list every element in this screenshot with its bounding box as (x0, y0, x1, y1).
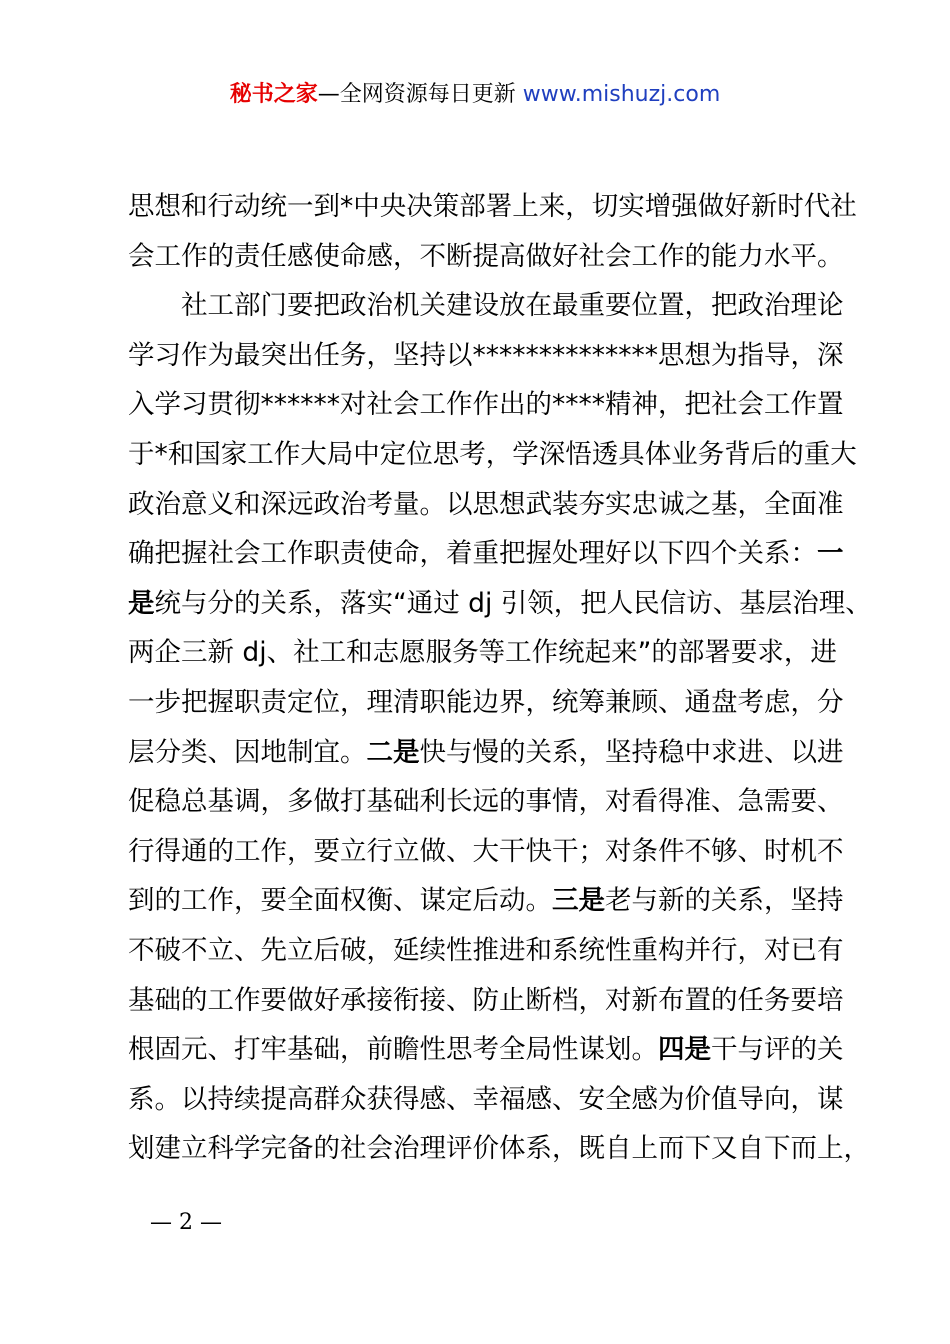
text-run: 统与分的关系，落实“通过 dj 引领，把人民信访、基层治理、 (154, 587, 872, 619)
text-line (128, 728, 844, 778)
bold-marker: 二是 (366, 736, 420, 768)
text-line: 不破不立、先立后破，延续性推进和系统性重构并行，对已有 (128, 934, 844, 966)
text-line (128, 579, 872, 629)
text-run: 根固元、打牢基础，前瞻性思考全局性谋划。 (128, 1034, 658, 1066)
text-line: 基础的工作要做好承接衔接、防止断档，对新布置的任务要培 (128, 984, 844, 1016)
text-line: 促稳总基调，多做打基础利长远的事情，对看得准、急需要、 (128, 786, 844, 818)
text-line (128, 1025, 844, 1075)
text-run: 干与评的关 (711, 1034, 844, 1066)
bold-marker: 一 (817, 538, 844, 570)
site-header (0, 80, 950, 110)
site-url[interactable]: www.mishuzj.com (522, 82, 721, 107)
text-line (128, 876, 844, 926)
text-line: 两企三新 dj、社工和志愿服务等工作统起来”的部署要求，进 (128, 637, 837, 669)
text-line: 政治意义和深远政治考量。以思想武装夯实忠诚之基，全面准 (128, 488, 844, 520)
text-line: 一步把握职责定位，理清职能边界，统筹兼顾、通盘考虑，分 (128, 686, 844, 718)
text-line: 入学习贯彻******对社会工作作出的****精神，把社会工作置 (128, 389, 844, 421)
text-line: 划建立科学完备的社会治理评价体系，既自上而下又自下而上， (128, 1133, 870, 1165)
text-line: 于*和国家工作大局中定位思考，学深悟透具体业务背后的重大 (128, 438, 857, 470)
brand-name: 秘书之家 (229, 82, 318, 107)
bold-marker: 四是 (658, 1034, 711, 1066)
paragraph-start: 社工部门要把政治机关建设放在最重要位置，把政治理论 (181, 290, 844, 322)
document-body (128, 182, 872, 1174)
text-run: 快与慢的关系，坚持稳中求进、以进 (419, 736, 844, 768)
text-run: 老与新的关系，坚持 (605, 885, 844, 917)
page-number: — 2 — (150, 1210, 222, 1235)
text-line (128, 529, 844, 579)
site-slogan: —全网资源每日更新 (317, 82, 523, 107)
text-line: 会工作的责任感使命感，不断提高做好社会工作的能力水平。 (128, 240, 844, 272)
text-run: 层分类、因地制宜。 (128, 736, 367, 768)
text-run: 确把握社会工作职责使命，着重把握处理好以下四个关系： (128, 538, 817, 570)
text-line: 系。以持续提高群众获得感、幸福感、安全感为价值导向，谋 (128, 1083, 844, 1115)
text-line: 学习作为最突出任务，坚持以**************思想为指导，深 (128, 339, 844, 371)
bold-marker: 是 (128, 587, 155, 619)
text-run: 到的工作，要全面权衡、谋定后动。 (128, 885, 552, 917)
text-line: 思想和行动统一到*中央决策部署上来，切实增强做好新时代社 (128, 191, 857, 222)
text-line: 行得通的工作，要立行立做、大干快干；对条件不够、时机不 (128, 835, 844, 867)
bold-marker: 三是 (552, 885, 605, 917)
